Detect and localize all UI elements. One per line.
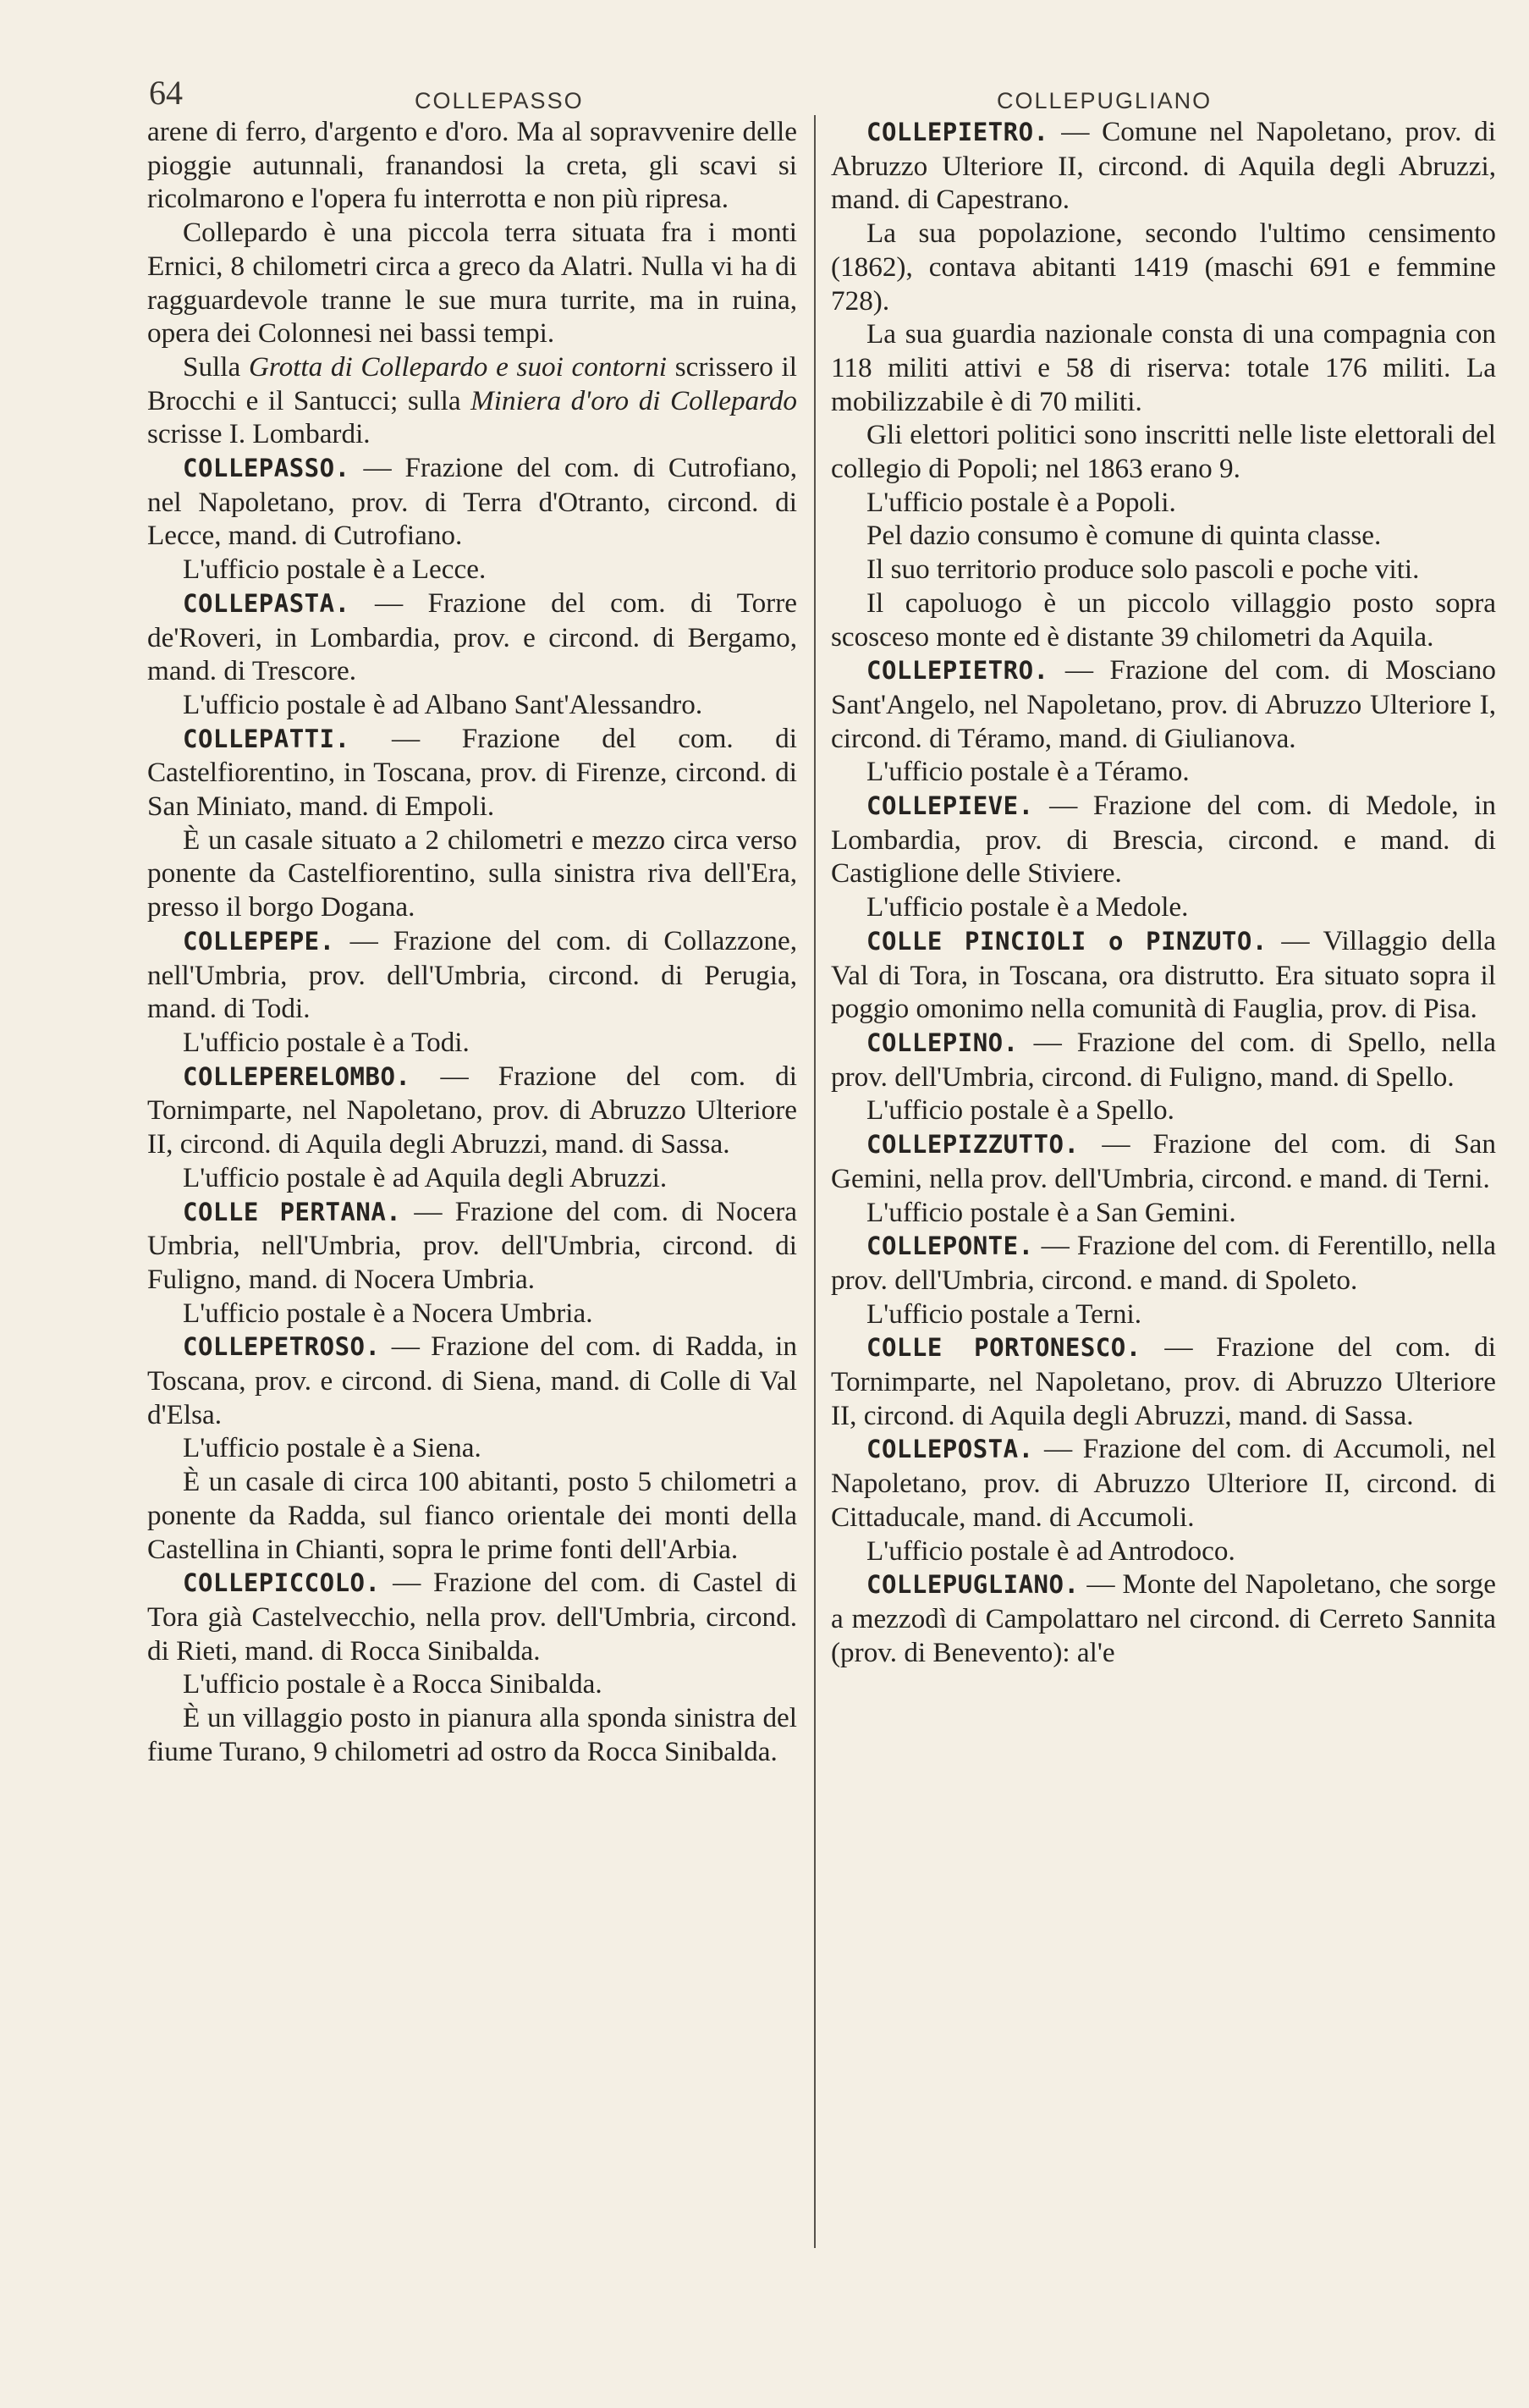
entry-text: — Frazione del com. di Mosciano Sant'Angelo, nel Napoletano, prov. di Abruzzo Ulteriore I, circond. di Téramo, mand. di Giulianova. bbox=[831, 654, 1496, 754]
gazetteer-entry bbox=[831, 1127, 1496, 1195]
entry-text: — Villaggio della Val di Tora, in Toscana, ora distrutto. Era situato sopra il poggio omonimo nella comunità di Fauglia, prov. di Pisa. bbox=[831, 924, 1496, 1025]
paragraph-text: Sulla bbox=[183, 350, 249, 383]
gazetteer-entry bbox=[831, 1331, 1496, 1432]
paragraph-text: L'ufficio postale è a Téramo. bbox=[866, 756, 1190, 788]
continued-paragraph bbox=[147, 115, 797, 216]
paragraph-text: scrisse I. Lombardi. bbox=[147, 418, 371, 450]
paragraph-text: La sua guardia nazionale consta di una compagnia con 118 militi attivi e 58 di riserva: totale 176 militi. La mobilizzabile è di 70 militi. bbox=[831, 318, 1496, 417]
paragraph bbox=[147, 553, 797, 587]
gazetteer-entry bbox=[831, 115, 1496, 217]
paragraph bbox=[147, 1667, 797, 1701]
paragraph bbox=[831, 418, 1496, 485]
entry-text: — Monte del Napoletano, che sorge a mezzodì di Campolattaro nel circond. di Cerreto Sannita (prov. di Benevento): al'e bbox=[831, 1568, 1496, 1668]
paragraph-text: L'ufficio postale è ad Aquila degli Abruzzi. bbox=[183, 1161, 668, 1193]
entry-text: — Frazione del com. di Accumoli, nel Napoletano, prov. di Abruzzo Ulteriore II, circond. di Cittaducale, mand. di Accumoli. bbox=[831, 1433, 1496, 1533]
paragraph-text: La sua popolazione, secondo l'ultimo censimento (1862), contava abitanti 1419 (maschi 691 e femmine 728). bbox=[831, 218, 1496, 317]
entry-headword: COLLE PORTONESCO. bbox=[866, 1333, 1141, 1363]
gazetteer-entry bbox=[831, 924, 1496, 1026]
left-column bbox=[147, 115, 797, 1768]
paragraph bbox=[831, 755, 1496, 789]
gazetteer-entry bbox=[147, 924, 797, 1026]
paragraph bbox=[147, 688, 797, 722]
paragraph-text: L'ufficio postale è a Nocera Umbria. bbox=[183, 1297, 593, 1329]
paragraph-text: L'ufficio postale è ad Antrodoco. bbox=[866, 1535, 1235, 1567]
entry-text: — Frazione del com. di Radda, in Toscana, prov. e circond. di Siena, mand. di Colle di Val d'Elsa. bbox=[147, 1331, 797, 1430]
paragraph bbox=[831, 519, 1496, 553]
paragraph-text: L'ufficio postale è ad Albano Sant'Alessandro. bbox=[183, 688, 703, 720]
column-divider bbox=[814, 115, 816, 2248]
paragraph-text: È un villaggio posto in pianura alla sponda sinistra del fiume Turano, 9 chilometri ad ostro da Rocca Sinibalda. bbox=[147, 1702, 797, 1767]
paragraph bbox=[831, 317, 1496, 418]
paragraph-text: L'ufficio postale è a Rocca Sinibalda. bbox=[183, 1668, 602, 1700]
gazetteer-entry bbox=[147, 1195, 797, 1297]
gazetteer-entry bbox=[147, 587, 797, 688]
paragraph-text: L'ufficio postale è a Popoli. bbox=[866, 486, 1176, 518]
paragraph bbox=[147, 1297, 797, 1331]
entry-headword: COLLEPIETRO. bbox=[866, 656, 1049, 686]
work-title: Miniera d'oro di Collepardo bbox=[470, 384, 798, 416]
entry-text: — Frazione del com. di Spello, nella prov. dell'Umbria, circond. di Fuligno, mand. di Spello. bbox=[831, 1026, 1496, 1093]
paragraph-text: L'ufficio postale a Terni. bbox=[866, 1298, 1141, 1330]
paragraph-text: Il suo territorio produce solo pascoli e poche viti. bbox=[866, 554, 1420, 586]
gazetteer-entry bbox=[831, 789, 1496, 890]
paragraph-text: È un casale di circa 100 abitanti, posto 5 chilometri a ponente da Radda, sul fianco orientale dei monti della Castellina in Chianti, sopra le prime fonti dell'Arbia. bbox=[147, 1466, 797, 1565]
gazetteer-entry bbox=[831, 1026, 1496, 1094]
entry-text: — Frazione del com. di Nocera Umbria, nell'Umbria, prov. dell'Umbria, circond. di Fuligno, mand. di Nocera Umbria. bbox=[147, 1195, 797, 1295]
entry-text: — Frazione del com. di Medole, in Lombardia, prov. di Brescia, circond. e mand. di Castiglione delle Stiviere. bbox=[831, 790, 1496, 890]
entry-text: — Frazione del com. di Castel di Tora già Castelvecchio, nella prov. dell'Umbria, circond. di Rieti, mand. di Rocca Sinibalda. bbox=[147, 1567, 797, 1667]
gazetteer-entry bbox=[831, 1229, 1496, 1297]
paragraph-text: L'ufficio postale è a Medole. bbox=[866, 891, 1189, 923]
paragraph bbox=[831, 587, 1496, 653]
paragraph bbox=[147, 1701, 797, 1768]
entry-headword: COLLEPINO. bbox=[866, 1028, 1019, 1057]
bibliography-paragraph bbox=[147, 350, 797, 451]
entry-headword: COLLEPATTI. bbox=[183, 724, 350, 753]
paragraph-text: Pel dazio consumo è comune di quinta classe. bbox=[866, 520, 1382, 552]
gazetteer-entry bbox=[147, 451, 797, 553]
paragraph bbox=[831, 1094, 1496, 1127]
entry-headword: COLLEPOSTA. bbox=[866, 1435, 1034, 1464]
paragraph bbox=[831, 890, 1496, 924]
entry-headword: COLLE PINCIOLI o PINZUTO. bbox=[866, 926, 1268, 956]
gazetteer-entry bbox=[831, 653, 1496, 755]
entry-headword: COLLEPIETRO. bbox=[866, 118, 1049, 146]
entry-text: — Frazione del com. di Tornimparte, nel Napoletano, prov. di Abruzzo Ulteriore II, circond. di Aquila degli Abruzzi, mand. di Sassa. bbox=[831, 1331, 1497, 1431]
paragraph-text: arene di ferro, d'argento e d'oro. Ma al sopravvenire delle pioggie autunnali, franandosi la creta, gli scavi si ricolmarono e l'opera fu interrotta e non più ripresa. bbox=[147, 116, 797, 215]
entry-headword: COLLEPIEVE. bbox=[866, 791, 1034, 821]
right-column bbox=[831, 115, 1496, 1669]
paragraph bbox=[831, 1535, 1496, 1568]
entry-text: — Frazione del com. di Ferentillo, nella prov. dell'Umbria, circond. e mand. di Spoleto. bbox=[831, 1230, 1496, 1296]
paragraph-text: Gli elettori politici sono inscritti nelle liste elettorali del collegio di Popoli; nel 1863 erano 9. bbox=[831, 419, 1496, 485]
paragraph bbox=[831, 217, 1496, 317]
entry-headword: COLLEPASSO. bbox=[183, 454, 350, 483]
paragraph-text: L'ufficio postale è a Spello. bbox=[866, 1094, 1174, 1127]
entry-text: — Frazione del com. di Tornimparte, nel Napoletano, prov. di Abruzzo Ulteriore II, circond. di Aquila degli Abruzzi, mand. di Sassa. bbox=[147, 1060, 797, 1160]
running-header-left: COLLEPASSO bbox=[415, 88, 584, 113]
paragraph bbox=[831, 553, 1496, 587]
paragraph-text: È un casale situato a 2 chilometri e mezzo circa verso ponente da Castelfiorentino, sulla sinistra riva dell'Era, presso il borgo Dogana. bbox=[147, 824, 797, 923]
paragraph-text: L'ufficio postale è a Todi. bbox=[183, 1026, 470, 1058]
entry-headword: COLLE PERTANA. bbox=[183, 1197, 402, 1226]
entry-text: — Comune nel Napoletano, prov. di Abruzzo Ulteriore II, circond. di Aquila degli Abruzzi, mand. di Capestrano. bbox=[831, 116, 1496, 216]
gazetteer-entry bbox=[147, 1060, 797, 1161]
gazetteer-entry bbox=[831, 1432, 1496, 1534]
paragraph bbox=[147, 1465, 797, 1566]
entry-headword: COLLEPONTE. bbox=[866, 1232, 1034, 1261]
entry-headword: COLLEPEPE. bbox=[183, 926, 335, 956]
entry-text: — Frazione del com. di Castelfiorentino, in Toscana, prov. di Firenze, circond. di San Miniato, mand. di Empoli. bbox=[147, 722, 797, 823]
gazetteer-entry bbox=[147, 1566, 797, 1667]
paragraph-text: L'ufficio postale è a Siena. bbox=[183, 1432, 481, 1464]
paragraph-text: scrissero il Brocchi e il Santucci; sulla bbox=[147, 350, 797, 416]
paragraph bbox=[147, 1026, 797, 1060]
running-header-right: COLLEPUGLIANO bbox=[997, 88, 1213, 113]
entry-headword: COLLEPETROSO. bbox=[183, 1332, 381, 1362]
entry-text: — Frazione del com. di Collazzone, nell'Umbria, prov. dell'Umbria, circond. di Perugia, mand. di Todi. bbox=[147, 924, 797, 1025]
entry-headword: COLLEPICCOLO. bbox=[183, 1568, 381, 1598]
entry-text: — Frazione del com. di Torre de'Roveri, in Lombardia, prov. e circond. di Bergamo, mand. di Trescore. bbox=[147, 587, 797, 687]
paragraph-text: L'ufficio postale è a San Gemini. bbox=[866, 1196, 1236, 1228]
paragraph bbox=[147, 1161, 797, 1195]
paragraph-text: L'ufficio postale è a Lecce. bbox=[183, 554, 487, 586]
gazetteer-entry bbox=[147, 1330, 797, 1431]
paragraph bbox=[147, 824, 797, 924]
paragraph bbox=[147, 1431, 797, 1465]
entry-headword: COLLEPERELOMBO. bbox=[183, 1061, 411, 1091]
paragraph bbox=[831, 1298, 1496, 1331]
entry-headword: COLLEPASTA. bbox=[183, 588, 350, 618]
entry-headword: COLLEPUGLIANO. bbox=[866, 1570, 1080, 1600]
paragraph bbox=[831, 486, 1496, 520]
page-number: 64 bbox=[149, 74, 183, 112]
paragraph-text: Collepardo è una piccola terra situata fra i monti Ernici, 8 chilometri circa a greco da Alatri. Nulla vi ha di ragguardevole tranne le sue mura turrite, ma in ruina, opera dei Colonnesi nei bassi tempi. bbox=[147, 217, 797, 350]
entry-text: — Frazione del com. di San Gemini, nella prov. dell'Umbria, circond. e mand. di Terni. bbox=[831, 1128, 1496, 1194]
entry-headword: COLLEPIZZUTTO. bbox=[866, 1130, 1080, 1160]
paragraph bbox=[831, 1196, 1496, 1230]
paragraph-text: Il capoluogo è un piccolo villaggio posto sopra scosceso monte ed è distante 39 chilometri da Aquila. bbox=[831, 587, 1496, 653]
entry-text: — Frazione del com. di Cutrofiano, nel Napoletano, prov. di Terra d'Otranto, circond. di Lecce, mand. di Cutrofiano. bbox=[147, 452, 797, 552]
gazetteer-entry bbox=[147, 722, 797, 824]
work-title: Grotta di Collepardo e suoi contorni bbox=[248, 350, 668, 383]
gazetteer-entry bbox=[831, 1568, 1496, 1669]
paragraph bbox=[147, 216, 797, 350]
